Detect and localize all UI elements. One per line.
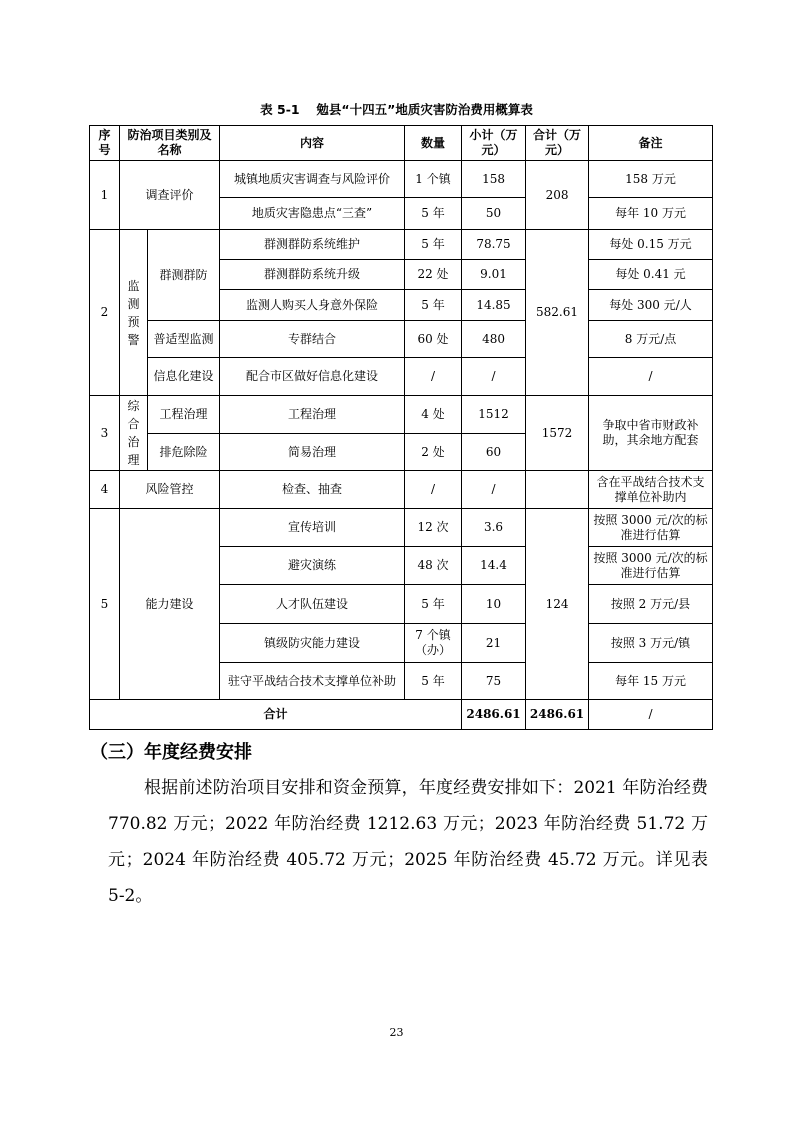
row-no: 1: [90, 161, 120, 230]
subtotal-cell: 9.01: [462, 260, 526, 290]
subcategory-cell: 普适型监测: [148, 321, 220, 358]
header-no: 序号: [90, 126, 120, 161]
content-cell: 配合市区做好信息化建设: [220, 358, 405, 396]
quantity-cell: 1 个镇: [405, 161, 462, 198]
category-cell: 风险管控: [120, 471, 220, 509]
content-cell: 检查、抽查: [220, 471, 405, 509]
table-row: [90, 471, 713, 509]
page-number: 23: [389, 1026, 404, 1039]
subcategory-cell: 群测群防: [148, 230, 220, 321]
subtotal-cell: 3.6: [462, 509, 526, 547]
content-cell: 驻守平战结合技术支撑单位补助: [220, 663, 405, 700]
table-caption: 表 5-1 勉县“十四五”地质灾害防治费用概算表: [260, 102, 533, 117]
remark-cell: 按照 3000 元/次的标准进行估算: [589, 509, 713, 547]
header-total: 合计（万元）: [526, 126, 589, 161]
content-cell: 群测群防系统维护: [220, 230, 405, 260]
header-remarks: 备注: [589, 126, 713, 161]
subtotal-cell: 14.85: [462, 290, 526, 321]
category-vertical-text: 监测预警: [127, 278, 140, 347]
total-cell: [526, 471, 589, 509]
total-cell: 1572: [526, 396, 589, 471]
content-cell: 工程治理: [220, 396, 405, 434]
table-row: [90, 396, 713, 434]
content-cell: 避灾演练: [220, 547, 405, 585]
subcategory-cell: 排危除险: [148, 434, 220, 471]
subtotal-cell: 14.4: [462, 547, 526, 585]
remark-cell: 争取中省市财政补助，其余地方配套: [589, 396, 713, 471]
quantity-cell: 48 次: [405, 547, 462, 585]
content-cell: 城镇地质灾害调查与风险评价: [220, 161, 405, 198]
table-row: [90, 358, 713, 396]
subcategory-cell: 信息化建设: [148, 358, 220, 396]
subtotal-cell: 1512: [462, 396, 526, 434]
quantity-cell: 5 年: [405, 585, 462, 624]
row-no: 2: [90, 230, 120, 396]
quantity-cell: 7 个镇（办）: [405, 624, 462, 663]
subtotal-cell: 158: [462, 161, 526, 198]
subtotal-cell: 10: [462, 585, 526, 624]
remark-cell: /: [589, 700, 713, 730]
subtotal-cell: 78.75: [462, 230, 526, 260]
category-cell: 能力建设: [120, 509, 220, 700]
row-no: 3: [90, 396, 120, 471]
content-cell: 专群结合: [220, 321, 405, 358]
category-cell: [120, 396, 148, 471]
total-cell: 124: [526, 509, 589, 700]
total-cell: 208: [526, 161, 589, 230]
remark-cell: 158 万元: [589, 161, 713, 198]
total-cell: 582.61: [526, 230, 589, 396]
content-cell: 监测人购买人身意外保险: [220, 290, 405, 321]
category-vertical-text: 综合治理: [127, 399, 140, 467]
remark-cell: 按照 3000 元/次的标准进行估算: [589, 547, 713, 585]
content-cell: 地质灾害隐患点“三查”: [220, 198, 405, 230]
remark-cell: 8 万元/点: [589, 321, 713, 358]
subtotal-cell: 480: [462, 321, 526, 358]
header-row: [90, 126, 713, 161]
content-cell: 镇级防灾能力建设: [220, 624, 405, 663]
remark-cell: 含在平战结合技术支撑单位补助内: [589, 471, 713, 509]
category-cell: [120, 230, 148, 396]
total-row: [90, 700, 713, 730]
quantity-cell: 5 年: [405, 290, 462, 321]
subtotal-cell: 21: [462, 624, 526, 663]
table-row: [90, 509, 713, 547]
quantity-cell: 5 年: [405, 198, 462, 230]
quantity-cell: 22 处: [405, 260, 462, 290]
remark-cell: 每处 0.41 元: [589, 260, 713, 290]
quantity-cell: /: [405, 471, 462, 509]
content-cell: 宣传培训: [220, 509, 405, 547]
body-paragraph: 根据前述防治项目安排和资金预算，年度经费安排如下：2021 年防治经费 770.82 万元；2022 年防治经费 1212.63 万元；2023 年防治经费 51.72 万元；2024 年防治经费 405.72 万元；2025 年防治经费 45.72 万元。详见表 5-2。: [108, 778, 708, 906]
subtotal-cell: 50: [462, 198, 526, 230]
header-subtotal: 小计（万元）: [462, 126, 526, 161]
content-cell: 人才队伍建设: [220, 585, 405, 624]
quantity-cell: 60 处: [405, 321, 462, 358]
subcategory-cell: 工程治理: [148, 396, 220, 434]
remark-cell: /: [589, 358, 713, 396]
cost-estimate-table: [89, 125, 713, 730]
subtotal-cell: /: [462, 471, 526, 509]
row-no: 5: [90, 509, 120, 700]
content-cell: 群测群防系统升级: [220, 260, 405, 290]
subtotal-cell: /: [462, 358, 526, 396]
quantity-cell: 4 处: [405, 396, 462, 434]
subtotal-cell: 60: [462, 434, 526, 471]
quantity-cell: 5 年: [405, 663, 462, 700]
section-title: （三）年度经费安排: [90, 742, 252, 763]
remark-cell: 每处 0.15 万元: [589, 230, 713, 260]
subtotal-cell: 75: [462, 663, 526, 700]
grand-total: 2486.61: [526, 700, 589, 730]
grand-subtotal: 2486.61: [462, 700, 526, 730]
quantity-cell: 2 处: [405, 434, 462, 471]
content-cell: 简易治理: [220, 434, 405, 471]
table-row: [90, 321, 713, 358]
quantity-cell: 12 次: [405, 509, 462, 547]
header-category: 防治项目类别及名称: [120, 126, 220, 161]
category-cell: 调查评价: [120, 161, 220, 230]
header-content: 内容: [220, 126, 405, 161]
total-label: 合计: [90, 700, 462, 730]
remark-cell: 按照 3 万元/镇: [589, 624, 713, 663]
remark-cell: 每年 10 万元: [589, 198, 713, 230]
quantity-cell: 5 年: [405, 230, 462, 260]
remark-cell: 每处 300 元/人: [589, 290, 713, 321]
row-no: 4: [90, 471, 120, 509]
table-row: [90, 230, 713, 260]
remark-cell: 按照 2 万元/县: [589, 585, 713, 624]
table-row: [90, 161, 713, 198]
header-quantity: 数量: [405, 126, 462, 161]
remark-cell: 每年 15 万元: [589, 663, 713, 700]
quantity-cell: /: [405, 358, 462, 396]
